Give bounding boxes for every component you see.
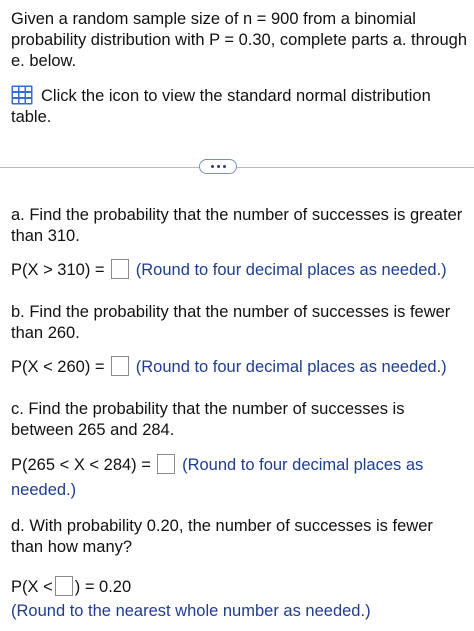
part-a-hint: (Round to four decimal places as needed.)	[135, 261, 447, 279]
table-link-text: Click the icon to view the standard normal distribution table.	[11, 87, 431, 126]
part-c-prefix: P(265 < X < 284) =	[11, 456, 151, 474]
part-a-prefix: P(X > 310) =	[11, 261, 105, 279]
expand-button[interactable]	[199, 159, 237, 174]
part-c-answer-line	[11, 453, 468, 503]
part-d-suffix: ) = 0.20	[74, 578, 132, 596]
part-b-hint: (Round to four decimal places as needed.)	[135, 358, 447, 376]
table-link[interactable]	[11, 85, 468, 128]
part-d-hint: (Round to the nearest whole number as needed.)	[11, 602, 371, 620]
part-d-hint-line	[11, 600, 468, 622]
part-c-hint: (Round to four decimal places as needed.)	[11, 456, 424, 499]
section-divider	[0, 167, 474, 168]
part-b-answer-line	[11, 356, 468, 378]
part-d-answer-line	[11, 576, 468, 598]
part-d-question: d. With probability 0.20, the number of successes is fewer than how many?	[11, 517, 433, 556]
part-a-answer-line	[11, 259, 468, 281]
ellipsis-dot	[223, 165, 226, 168]
part-c-answer-input[interactable]	[157, 454, 175, 474]
part-a-answer-input[interactable]	[111, 259, 129, 279]
ellipsis-dot	[211, 165, 214, 168]
part-b-question: b. Find the probability that the number of successes is fewer than 260.	[11, 303, 451, 342]
problem-intro: Given a random sample size of n = 900 from a binomial probability distribution with P = 0.30, complete parts a. through e. below.	[11, 10, 467, 70]
part-c-question: c. Find the probability that the number of successes is between 265 and 284.	[11, 400, 405, 439]
grid-table-icon[interactable]	[11, 85, 33, 105]
part-a-question: a. Find the probability that the number of successes is greater than 310.	[11, 206, 463, 245]
part-b-answer-input[interactable]	[111, 356, 129, 376]
part-d-prefix: P(X <	[11, 578, 53, 596]
ellipsis-dot	[217, 165, 220, 168]
part-d-answer-input[interactable]	[55, 576, 73, 596]
part-b-prefix: P(X < 260) =	[11, 358, 105, 376]
